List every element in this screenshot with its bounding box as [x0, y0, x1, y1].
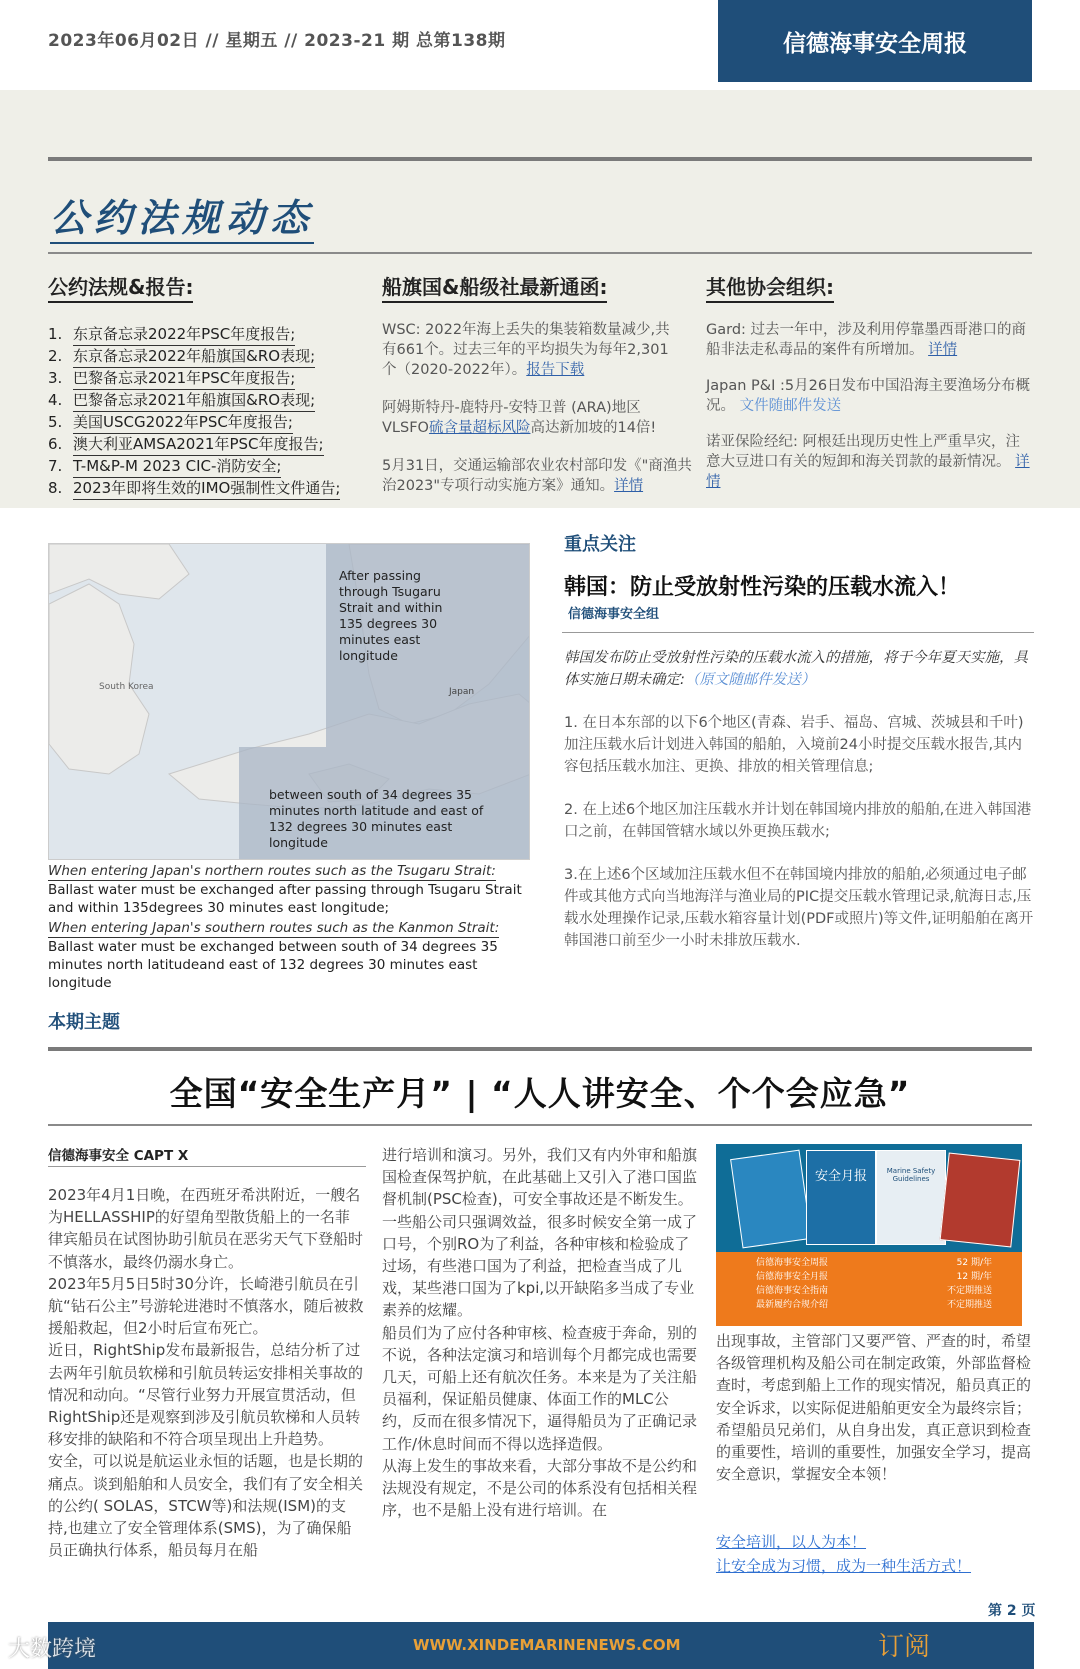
report-link[interactable]: T-M&P-M 2023 CIC-消防安全;	[73, 456, 281, 478]
report-link[interactable]: 澳大利亚AMSA2021年PSC年度报告;	[73, 434, 324, 456]
paragraph: 近日，RightShip发布最新报告，总结分析了过去两年引航员软梯和引航员转运安排相关事故的情况和动向。“尽管行业努力开展宣贯活动，但RightShip还是观察到涉及引航员软梯和人员转移安排的缺陷和不符合项呈现出上升趋势。	[48, 1341, 364, 1449]
details-link[interactable]: 详情	[706, 454, 1030, 490]
focus-lead: 韩国发布防止受放射性污染的压载水流入的措施，将于今年夏天实施，具体实施日期未确定:（原文随邮件发送）	[564, 650, 1028, 688]
focus-author: 信德海事安全组	[568, 607, 660, 622]
paragraph: 船员们为了应付各种审核、检查疲于奔命，别的不说，各种法定演习和培训每个月都完成也需要几天，可船上还有航次任务。本来是为了关注船员福利，保证船员健康、体面工作的MLC公约，反而在很多情况下，逼得船员为了正确记录工作/休息时间而不得以选择造假。	[382, 1323, 698, 1453]
book-cover	[730, 1150, 812, 1249]
focus-point-3: 3.在上述6个区域加注压载水但不在韩国境内排放的船舶,必须通过电子邮件或其他方式向当地海洋与渔业局的PIC提交压载水管理记录,航海日志,压载水处理操作记录,压载水箱容量计划(PDF或照片)等文件,证明船舶在离开韩国港口前至少一小时未排放压载水.	[564, 867, 1034, 949]
closing-links	[716, 1530, 971, 1578]
safety-training-link[interactable]: 安全培训，以人为本！	[716, 1533, 867, 1551]
southern-route-heading: When entering Japan's southern routes such as the Kanmon Strait:	[48, 920, 500, 936]
list-item[interactable]: 6. 澳大利亚AMSA2021年PSC年度报告;	[48, 434, 378, 456]
divider	[48, 1124, 1032, 1126]
theme-title: 全国“安全生产月” | “人人讲安全、个个会应急”	[169, 1074, 911, 1113]
promo-list	[716, 1252, 1022, 1326]
list-item[interactable]: 4. 巴黎备忘录2021年船旗国&RO表现;	[48, 390, 378, 412]
issue-meta: 2023年06月02日 // 星期五 // 2023-21 期 总第138期	[48, 31, 506, 51]
book-title: 安全月报	[814, 1169, 867, 1184]
promo-row: 信德海事安全周报 52 期/年	[756, 1258, 992, 1268]
book-cover	[876, 1150, 946, 1245]
regs-list	[48, 324, 378, 500]
southern-route-text: Ballast water must be exchanged between south of 34 degrees 35 minutes north latitudeand east of 132 degrees 30 minutes east longitude	[48, 939, 498, 991]
report-link[interactable]: 东京备忘录2022年船旗国&RO表现;	[73, 346, 315, 368]
original-text-link[interactable]: （原文随邮件发送）	[684, 672, 816, 688]
focus-point-2: 2. 在上述6个地区加注压载水并计划在韩国境内排放的船舶,在进入韩国港口之前，在韩国管辖水域以外更换压载水;	[564, 802, 1032, 840]
other-heading: 其他协会组织:	[706, 274, 834, 303]
paragraph: 2023年5月5日5时30分许，长崎港引航员在引航“钻石公主”号游轮进港时不慎落水，随后被救援船救起，但2小时后宣布死亡。	[48, 1274, 364, 1338]
list-item[interactable]: 5. 美国USCG2022年PSC年度报告;	[48, 412, 378, 434]
promo-row: 最新履约合规介绍 不定期推送	[756, 1300, 992, 1310]
focus-label: 重点关注	[564, 534, 636, 555]
list-item[interactable]: 2. 东京备忘录2022年船旗国&RO表现;	[48, 346, 378, 368]
brand-banner	[718, 0, 1032, 82]
report-link[interactable]: 美国USCG2022年PSC年度报告;	[73, 412, 293, 434]
article-column-3	[716, 1330, 1032, 1485]
report-link[interactable]: 2023年即将生效的IMO强制性文件通告;	[73, 478, 340, 500]
flag-heading: 船旗国&船级社最新通函:	[382, 274, 607, 303]
divider	[48, 252, 1032, 254]
theme-label: 本期主题	[48, 1012, 120, 1033]
focus-title: 韩国：防止受放射性污染的压载水流入！	[564, 575, 961, 600]
kanmon-label: between south of 34 degrees 35 minutes north latitude and east of 132 degrees 30 minutes east longitude	[269, 787, 484, 850]
paragraph: 一些船公司只强调效益，很多时候安全第一成了口号，个别RO为了利益，各种审核和检验成了过场，有些港口国为了利益，把检查当成了儿戏，某些港口国为了kpi,以开缺陷多当成了专业素养的炫耀。	[382, 1212, 698, 1320]
promo-row: 信德海事安全指南 不定期推送	[756, 1286, 992, 1296]
paragraph: 安全，可以说是航运业永恒的话题，也是长期的痛点。谈到船舶和人员安全，我们有了安全相关的公约( SOLAS，STCW等)和法规(ISM)的支持,也建立了安全管理体系(SMS)，为了确保船员正确执行体系，船员每月在船	[48, 1452, 364, 1560]
report-download-link[interactable]: 报告下载	[526, 362, 585, 378]
list-item[interactable]: 8. 2023年即将生效的IMO强制性文件通告;	[48, 478, 378, 500]
ballast-route-map	[48, 543, 530, 860]
book-cover	[940, 1152, 1021, 1247]
subscribe-button[interactable]: 订阅	[878, 1632, 931, 1662]
attachment-link[interactable]: 文件随邮件发送	[739, 398, 842, 414]
book-title: Marine Safety Guidelines	[886, 1167, 936, 1183]
paragraph: 2023年4月1日晚，在西班牙希洪附近，一艘名为HELLASSHIP的好望角型散货船上的一名菲律宾船员在试图协助引航员在恶劣天气下登船时不慎落水，最终仍溺水身亡。	[48, 1186, 364, 1271]
page-number: 第 2 页	[988, 1603, 1036, 1619]
article-column-2	[382, 1144, 698, 1521]
brand-title: 信德海事安全周报	[783, 30, 967, 57]
japan-label: Japan	[449, 687, 475, 697]
book-cover	[806, 1150, 876, 1245]
article-column-1	[48, 1184, 364, 1561]
safety-habit-link[interactable]: 让安全成为习惯，成为一种生活方式！	[716, 1557, 972, 1575]
other-news-1: Gard: 过去一年中，涉及利用停靠墨西哥港口的商船非法走私毒品的案件有所增加。 详情	[706, 322, 1027, 358]
other-news-2: Japan P&I :5月26日发布中国沿海主要渔场分布概况。 文件随邮件发送	[706, 378, 1031, 414]
details-link[interactable]: 详情	[928, 342, 958, 358]
paragraph: 出现事故，主管部门又要严管、严查的时，希望各级管理机构及船公司在制定政策，外部监督检查时，考虑到船上工作的现实情况，船员真正的安全诉求，以实际促进船舶更安全为最终宗旨；希望船员兄弟们，从自身出发，真正意识到检查的重要性，培训的重要性，加强安全学习，提高安全意识，掌握安全本领！	[716, 1332, 1032, 1484]
website-link[interactable]: WWW.XINDEMARINENEWS.COM	[413, 1636, 681, 1654]
divider	[48, 1166, 366, 1167]
section-title: 公约法规动态	[50, 196, 314, 244]
divider	[48, 157, 1032, 161]
publications-promo-image	[716, 1144, 1022, 1326]
tsugaru-label: After passing through Tsugaru Strait and within 135 degrees 30 minutes east longitude	[339, 568, 443, 663]
list-item[interactable]: 1. 东京备忘录2022年PSC年度报告;	[48, 324, 378, 346]
promo-row: 信德海事安全月报 12 期/年	[756, 1272, 992, 1282]
divider	[562, 632, 1034, 633]
flag-news-1: WSC: 2022年海上丢失的集装箱数量减少,共有661个。过去三年的平均损失为每年2,301个（2020-2022年）。报告下载	[382, 322, 670, 378]
paragraph: 从海上发生的事故来看，大部分事故不是公约和法规没有规定，不是公司的体系没有包括相关程序，也不是船上没有进行培训。在	[382, 1456, 698, 1520]
south-korea-label: South Korea	[99, 682, 154, 692]
report-link[interactable]: 东京备忘录2022年PSC年度报告;	[73, 324, 295, 346]
regs-heading: 公约法规&报告:	[48, 274, 193, 303]
flag-news-2: 阿姆斯特丹-鹿特丹-安特卫普 (ARA)地区VLSFO硫含量超标风险高达新加坡的14倍!	[382, 400, 657, 436]
northern-route-heading: When entering Japan's northern routes such as the Tsugaru Strait:	[48, 863, 496, 879]
focus-point-1: 1. 在日本东部的以下6个地区(青森、岩手、福岛、宫城、茨城县和千叶)加注压载水后计划进入韩国的船舶，入境前24小时提交压载水报告,其内容包括压载水加注、更换、排放的相关管理信息;	[564, 715, 1024, 775]
watermark: 大数跨境	[8, 1637, 97, 1662]
details-link[interactable]: 详情	[614, 478, 644, 494]
flag-news-3: 5月31日，交通运输部农业农村部印发《"商渔共治2023"专项行动实施方案》通知。详情	[382, 458, 692, 494]
list-item[interactable]: 3. 巴黎备忘录2021年PSC年度报告;	[48, 368, 378, 390]
article-byline: 信德海事安全 CAPT X	[48, 1148, 189, 1164]
list-item[interactable]: 7. T-M&P-M 2023 CIC-消防安全;	[48, 456, 378, 478]
divider	[48, 1047, 1032, 1051]
paragraph: 进行培训和演习。另外，我们又有内外审和船旗国检查保驾护航，在此基础上又引入了港口国监督机制(PSC检查)，可安全事故还是不断发生。	[382, 1146, 698, 1209]
sulfur-risk-link[interactable]: 硫含量超标风险	[428, 420, 531, 436]
northern-route-text: Ballast water must be exchanged after passing through Tsugaru Strait and within 135degrees 30 minutes east longitude;	[48, 882, 522, 916]
other-news-3: 诺亚保险经纪: 阿根廷出现历史性上严重旱灾，注意大豆进口有关的短卸和海关罚款的最新情况。 详情	[706, 434, 1030, 490]
report-link[interactable]: 巴黎备忘录2021年PSC年度报告;	[73, 368, 295, 390]
map-caption	[48, 860, 538, 992]
report-link[interactable]: 巴黎备忘录2021年船旗国&RO表现;	[73, 390, 315, 412]
